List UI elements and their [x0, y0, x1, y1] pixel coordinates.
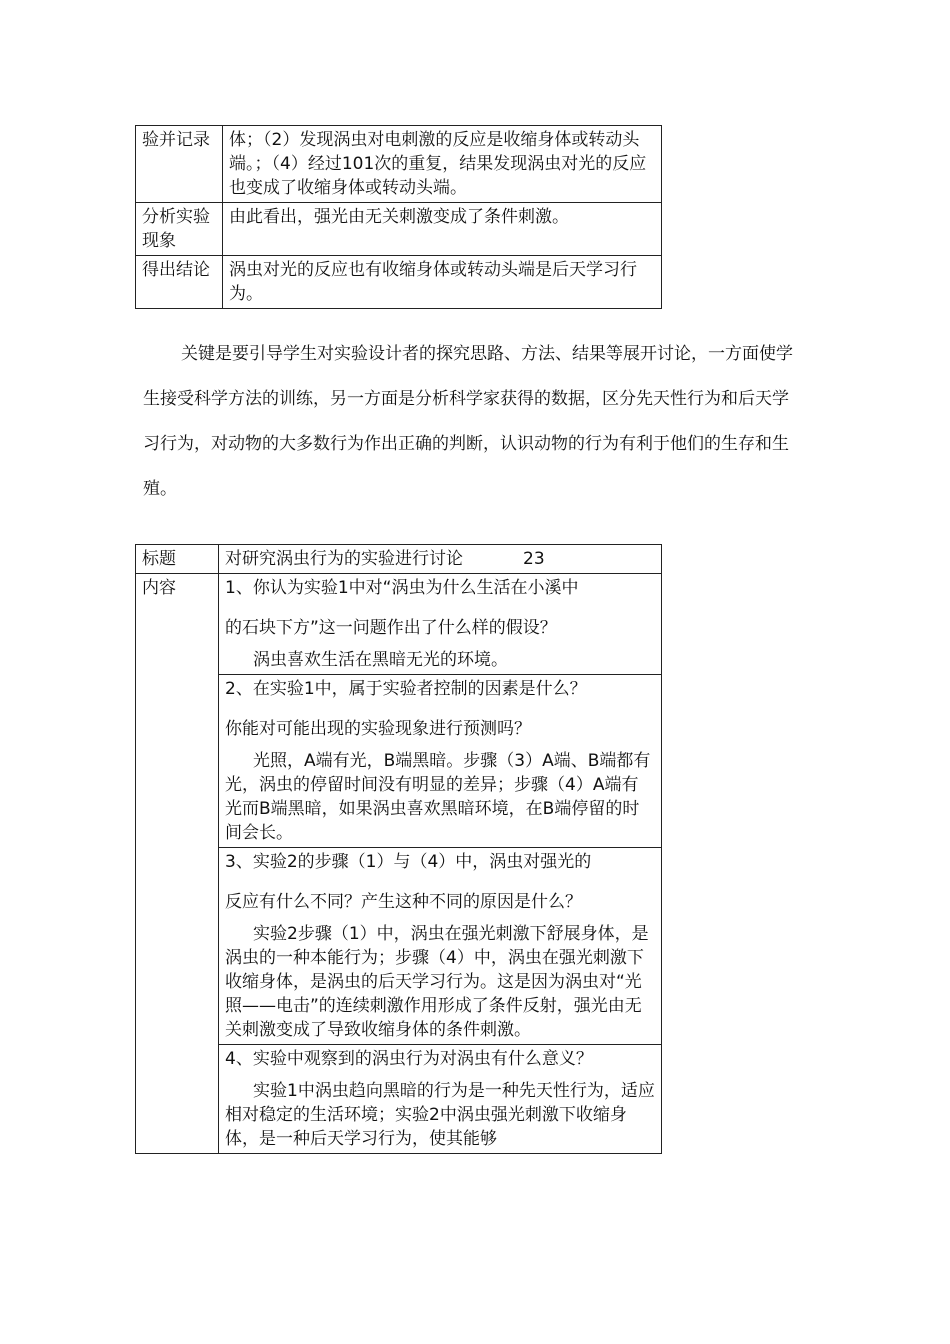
question-line: 1、你认为实验1中对“涡虫为什么生活在小溪中 [225, 578, 579, 598]
answer-text: 实验2步骤（1）中，涡虫在强光刺激下舒展身体，是涡虫的一种本能行为；步骤（4）中，涡虫在强光刺激下收缩身体，是涡虫的后天学习行为。这是因为涡虫对“光照——电击”的连续刺激作用形成了条件反射，强光由无关刺激变成了导致收缩身体的条件刺激。 [225, 924, 649, 1040]
table-row [136, 203, 662, 256]
experiment-record-table [135, 125, 662, 309]
content-row [136, 574, 662, 675]
table-row [136, 256, 662, 309]
title-label: 标题 [136, 545, 219, 574]
question-line: 3、实验2的步骤（1）与（4）中，涡虫对强光的 [225, 852, 592, 872]
question-line: 的石块下方”这一问题作出了什么样的假设？ [225, 618, 557, 638]
question-line: 反应有什么不同？产生这种不同的原因是什么？ [225, 892, 582, 912]
question-cell-1 [219, 574, 662, 675]
answer-text: 涡虫喜欢生活在黑暗无光的环境。 [253, 650, 508, 670]
body-paragraph: 关键是要引导学生对实验设计者的探究思路、方法、结果等展开讨论，一方面使学生接受科学方法的训练，另一方面是分析科学家获得的数据，区分先天性行为和后天学习行为，对动物的大多数行为作出正确的判断，认识动物的行为有利于他们的生存和生殖。 [143, 344, 793, 499]
row-label: 分析实验现象 [136, 203, 223, 256]
answer-text: 光照，A端有光，B端黑暗。步骤（3）A端、B端都有光，涡虫的停留时间没有明显的差异；步骤（4）A端有光而B端黑暗，如果涡虫喜欢黑暗环境，在B端停留的时间会长。 [225, 751, 651, 843]
row-content: 体；（2）发现涡虫对电刺激的反应是收缩身体或转动头端。；（4）经过101次的重复，结果发现涡虫对光的反应也变成了收缩身体或转动头端。 [223, 126, 662, 203]
question-line: 2、在实验1中，属于实验者控制的因素是什么？ [225, 679, 587, 699]
title-number: 23 [523, 549, 545, 569]
row-content: 涡虫对光的反应也有收缩身体或转动头端是后天学习行为。 [223, 256, 662, 309]
title-row [136, 545, 662, 574]
title-cell [219, 545, 662, 574]
content-label: 内容 [136, 574, 219, 1154]
question-line: 4、实验中观察到的涡虫行为对涡虫有什么意义？ [225, 1049, 593, 1069]
question-line: 你能对可能出现的实验现象进行预测吗？ [225, 719, 531, 739]
row-label: 验并记录 [136, 126, 223, 203]
question-cell-4 [219, 1045, 662, 1154]
discussion-table [135, 544, 662, 1154]
row-label: 得出结论 [136, 256, 223, 309]
answer-text: 实验1中涡虫趋向黑暗的行为是一种先天性行为，适应相对稳定的生活环境；实验2中涡虫强光刺激下收缩身体，是一种后天学习行为，使其能够 [225, 1081, 655, 1149]
question-cell-3 [219, 848, 662, 1045]
row-content: 由此看出，强光由无关刺激变成了条件刺激。 [223, 203, 662, 256]
question-cell-2 [219, 675, 662, 848]
table-row [136, 126, 662, 203]
title-text: 对研究涡虫行为的实验进行讨论 [225, 549, 463, 569]
